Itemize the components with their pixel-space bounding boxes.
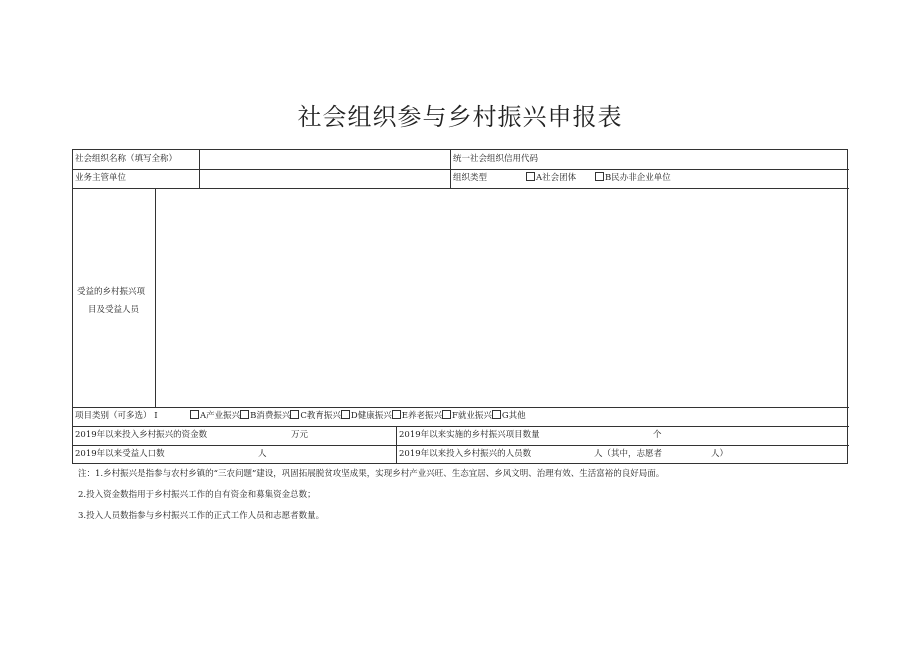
application-form-table	[72, 149, 848, 464]
checkbox-icon[interactable]	[190, 410, 199, 419]
funds-label: 2019年以来投入乡村振兴的资金数	[75, 430, 208, 440]
note-2: 2.投入资金数指用于乡村振兴工作的自有资金和募集资金总数；	[78, 490, 316, 500]
note-3: 3.投入人员数指参与乡村振兴工作的正式工作人员和志愿者数量。	[78, 511, 325, 521]
beneficiaries-field[interactable]	[173, 446, 253, 464]
supervisor-label: 业务主管单位	[75, 173, 127, 183]
projects-unit: 个	[653, 430, 662, 440]
funds-unit: 万元	[291, 430, 309, 440]
checkbox-icon[interactable]	[392, 410, 401, 419]
row-divider	[73, 407, 849, 408]
checkbox-icon[interactable]	[595, 172, 604, 181]
category-options	[190, 410, 526, 422]
staff-field[interactable]	[548, 446, 593, 464]
staff-unit-b: 人）	[711, 449, 729, 459]
checkbox-icon[interactable]	[341, 410, 350, 419]
org-name-label: 社会组织名称（填写全称）	[75, 154, 178, 164]
credit-code-field[interactable]	[573, 150, 848, 169]
checkbox-icon[interactable]	[492, 410, 501, 419]
supervisor-field[interactable]	[200, 169, 449, 188]
col-divider	[396, 426, 397, 464]
checkbox-icon[interactable]	[240, 410, 249, 419]
beneficiary-label-line2: 目及受益人员	[88, 305, 140, 315]
beneficiary-details-field[interactable]	[156, 189, 848, 407]
category-option-b[interactable]: B消费振兴	[240, 411, 290, 421]
beneficiary-label-line1: 受益的乡村振兴项	[77, 287, 146, 297]
projects-label: 2019年以来实施的乡村振兴项目数量	[399, 430, 540, 440]
checkbox-icon[interactable]	[442, 410, 451, 419]
beneficiaries-unit: 人	[258, 449, 267, 459]
staff-unit-a: 人（其中，志愿者	[594, 449, 663, 459]
category-option-g[interactable]: G其他	[492, 411, 526, 421]
org-type-option-b[interactable]: B民办非企业单位	[595, 172, 671, 184]
category-option-e[interactable]: E养老振兴	[392, 411, 442, 421]
projects-field[interactable]	[553, 427, 648, 445]
category-option-f[interactable]: F就业振兴	[442, 411, 492, 421]
note-1: 注：1.乡村振兴是指参与农村乡镇的“三农问题”建设，巩固拓展脱贫攻坚成果，实现乡村产业兴旺、生态宜居、乡风文明、治理有效、生活富裕的良好局面。	[78, 469, 665, 479]
category-label: 项目类别（可多选） I	[75, 411, 158, 421]
org-name-field[interactable]	[200, 150, 449, 169]
staff-label: 2019年以来投入乡村振兴的人员数	[399, 449, 532, 459]
category-option-c[interactable]: C教育振兴	[290, 411, 341, 421]
funds-field[interactable]	[218, 427, 288, 445]
col-divider	[450, 150, 451, 188]
checkbox-icon[interactable]	[526, 172, 535, 181]
checkbox-icon[interactable]	[290, 410, 299, 419]
row-divider	[73, 426, 849, 427]
category-option-d[interactable]: D健康振兴	[341, 411, 392, 421]
beneficiaries-label: 2019年以来受益人口数	[75, 449, 165, 459]
category-option-a[interactable]: A产业振兴	[190, 411, 240, 421]
org-type-option-a[interactable]: A社会团体	[526, 172, 576, 184]
row-divider	[73, 169, 849, 170]
volunteer-field[interactable]	[665, 446, 705, 464]
org-type-label: 组织类型	[453, 173, 488, 183]
credit-code-label: 统一社会组织信用代码	[453, 154, 539, 164]
page-title: 社会组织参与乡村振兴申报表	[297, 103, 623, 131]
